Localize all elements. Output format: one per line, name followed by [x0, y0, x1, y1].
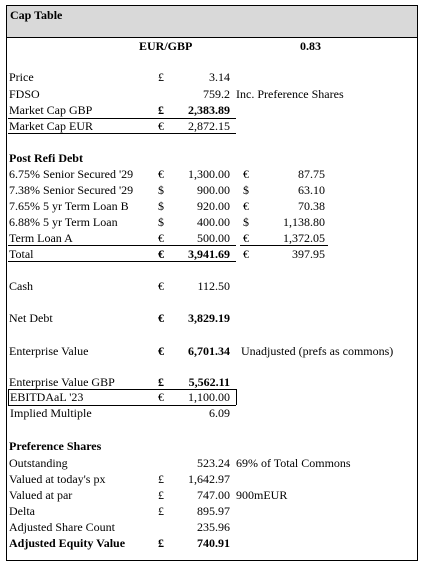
debt-row-amount: 500.00	[197, 231, 230, 245]
divider-line	[8, 261, 236, 262]
debt-row-label: 7.65% 5 yr Term Loan B	[9, 199, 129, 213]
price-currency: £	[158, 70, 164, 84]
fdso-note: Inc. Preference Shares	[236, 87, 344, 101]
prefs-delta-currency: £	[158, 504, 164, 518]
prefs-outstanding-value: 523.24	[197, 456, 230, 470]
debt-total-amount: 3,941.69	[188, 247, 230, 261]
debt-row-currency-2: €	[243, 167, 249, 181]
prefs-valued-px-currency: £	[158, 472, 164, 486]
cap-table-title: Cap Table	[10, 8, 63, 22]
ebitda-value: 1,100.00	[188, 390, 230, 404]
cash-currency: €	[158, 279, 164, 293]
mcap-gbp-label: Market Cap GBP	[9, 103, 93, 117]
multiple-value: 6.09	[209, 406, 230, 420]
cash-value: 112.50	[197, 279, 230, 293]
ev-gbp-currency: £	[158, 375, 164, 389]
debt-row-price: 70.38	[298, 199, 325, 213]
prefs-section-title: Preference Shares	[9, 439, 102, 453]
ev-value: 6,701.34	[188, 344, 230, 358]
ev-gbp-value: 5,562.11	[188, 375, 230, 389]
prefs-adj-equity-label: Adjusted Equity Value	[9, 536, 126, 550]
prefs-adj-equity-value: 740.91	[197, 536, 230, 550]
prefs-valued-par-value: 747.00	[197, 488, 230, 502]
prefs-delta-label: Delta	[9, 504, 35, 518]
cash-label: Cash	[9, 279, 33, 293]
price-value: 3.14	[209, 70, 230, 84]
prefs-delta-value: 895.97	[197, 504, 230, 518]
mcap-eur-value: 2,872.15	[188, 119, 230, 133]
debt-row-label: 6.88% 5 yr Term Loan	[9, 215, 118, 229]
debt-row-price: 1,372.05	[283, 231, 325, 245]
debt-row-price: 63.10	[298, 183, 325, 197]
divider-line	[240, 245, 328, 246]
debt-row-label: 6.75% Senior Secured '29	[9, 167, 134, 181]
debt-row-amount: 920.00	[197, 199, 230, 213]
debt-row-label: 7.38% Senior Secured '29	[9, 183, 134, 197]
multiple-label: Implied Multiple	[10, 406, 92, 420]
net-debt-currency: €	[158, 311, 164, 325]
debt-total-price: 397.95	[292, 247, 325, 261]
prefs-adj-share-count-value: 235.96	[197, 520, 230, 534]
debt-row-price: 87.75	[298, 167, 325, 181]
divider-line	[8, 389, 9, 405]
debt-row-amount: 900.00	[197, 183, 230, 197]
debt-row-currency: $	[158, 199, 164, 213]
prefs-adj-share-count-label: Adjusted Share Count	[9, 520, 115, 534]
debt-total-currency: €	[158, 247, 164, 261]
divider-line	[236, 389, 237, 405]
debt-row-price: 1,138.80	[283, 215, 325, 229]
debt-row-currency-2: $	[243, 183, 249, 197]
debt-row-label: Term Loan A	[9, 231, 73, 245]
mcap-gbp-value: 2,383.89	[188, 103, 230, 117]
debt-row-currency: $	[158, 183, 164, 197]
ev-currency: €	[158, 344, 164, 358]
debt-row-currency: $	[158, 215, 164, 229]
ev-gbp-label: Enterprise Value GBP	[9, 375, 115, 389]
prefs-outstanding-note: 69% of Total Commons	[236, 456, 351, 470]
prefs-valued-px-value: 1,642.97	[188, 472, 230, 486]
debt-row-currency-2: €	[243, 231, 249, 245]
mcap-eur-label: Market Cap EUR	[9, 119, 93, 133]
debt-row-amount: 400.00	[197, 215, 230, 229]
prefs-valued-par-currency: £	[158, 488, 164, 502]
prefs-valued-par-note: 900mEUR	[236, 488, 288, 502]
debt-row-currency: €	[158, 167, 164, 181]
net-debt-label: Net Debt	[9, 311, 53, 325]
fdso-label: FDSO	[9, 87, 40, 101]
ev-note: Unadjusted (prefs as commons)	[241, 344, 394, 358]
prefs-valued-par-label: Valued at par	[9, 488, 73, 502]
fx-label: EUR/GBP	[139, 39, 193, 53]
ev-label: Enterprise Value	[9, 344, 89, 358]
ebitda-label: EBITDAaL '23	[10, 390, 84, 404]
fdso-value: 759.2	[203, 87, 230, 101]
mcap-eur-currency: €	[158, 119, 164, 133]
debt-row-currency: €	[158, 231, 164, 245]
fx-value: 0.83	[300, 39, 321, 53]
prefs-outstanding-label: Outstanding	[9, 456, 68, 470]
net-debt-value: 3,829.19	[188, 311, 230, 325]
divider-line	[8, 245, 236, 246]
debt-total-currency-2: €	[243, 247, 249, 261]
debt-section-title: Post Refi Debt	[9, 151, 83, 165]
divider-line	[8, 133, 236, 134]
mcap-gbp-currency: £	[158, 103, 164, 117]
ebitda-currency: €	[158, 390, 164, 404]
prefs-valued-px-label: Valued at today's px	[9, 472, 106, 486]
cap-table-header	[7, 6, 417, 38]
debt-row-currency-2: $	[243, 215, 249, 229]
price-label: Price	[9, 70, 34, 84]
debt-total-label: Total	[9, 247, 34, 261]
debt-row-currency-2: €	[243, 199, 249, 213]
prefs-adj-equity-currency: £	[158, 536, 164, 550]
debt-row-amount: 1,300.00	[188, 167, 230, 181]
